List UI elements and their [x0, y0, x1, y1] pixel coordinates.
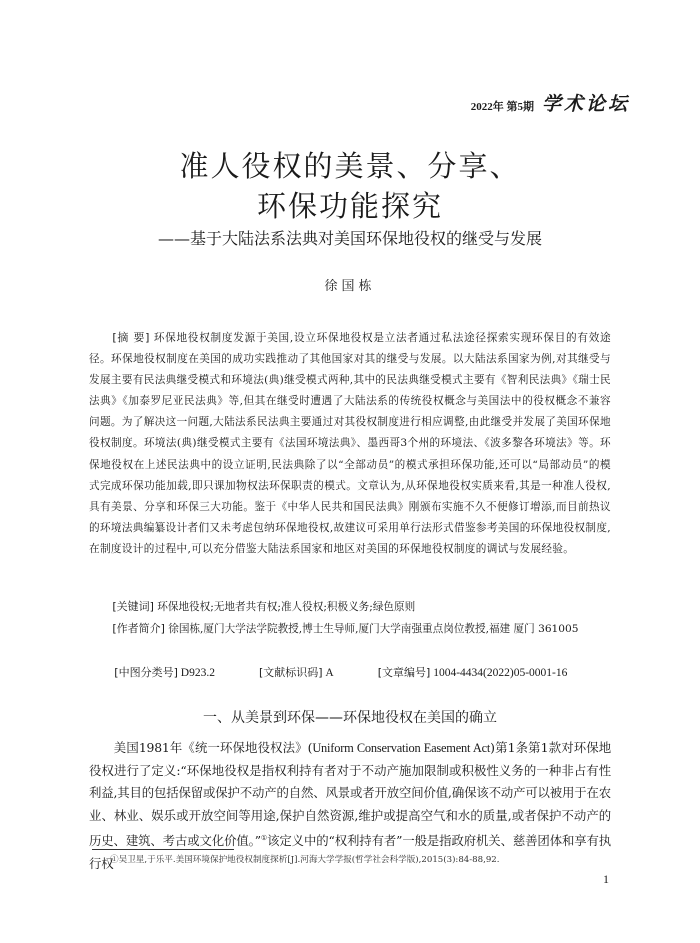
title-line-2: 环保功能探究 — [256, 189, 443, 223]
author-name: 徐国栋 — [324, 279, 376, 294]
body-text-3: 该定义中的“权利持有者”一般是指政府机关、慈善团体和享有执行权 — [89, 833, 612, 872]
classification-line — [89, 662, 636, 684]
abstract-text: 环保地役权制度发源于美国,设立环保地役权是立法者通过私法途径探索实现环保目的有效途径。环保地役权制度在美国的成功实践推动了其他国家对其的继受与发展。以大陆法系国家为例,对其继受与发展主要有民法典继受模式和环境法(典)继受模式两种,其中的民法典继受模式主要有《智利民法典》《瑞士民法典》《加泰罗尼亚民法典》等,但其在继受时遭遇了大陆法系的传统役权概念与美国法中的役权概念不兼容问题。为了解决这一问题,大陆法系民法典主要通过对其役权制度进行相应调整,由此继受并发展了美国环保地役权制度。环境法(典)继受模式主要有《法国环境法典》、墨西哥3个州的环境法、《波多黎各环境法》等。环保地役权在上述民法典中的设立证明,民法典除了以“全部动员”的模式承担环保功能,还可以“局部动员”的模式完成环保功能加载,即只课加物权法环保职责的模式。文章认为,从环保地役权实质来看,其是一种准人役权,具有美景、分享和环保三大功能。鉴于《中华人民共和国民法典》刚颁布实施不久不便修订增添,而目前热议的环境法典编纂设计者们又未考虑包纳环保地役权,故建议可采用单行法形式借鉴参考美国的环保地役权制度,在制度设计的过程中,可以充分借鉴大陆法系国家和地区对美国的环保地役权制度的调试与发展经验。 — [89, 332, 612, 555]
author-bio — [89, 618, 611, 640]
clc-label: [中图分类号] — [114, 666, 178, 679]
footnote: ①吴卫星,于乐平.美国环境保护地役权制度探析[J].河海大学学报(哲学社会科学版),2015(3):84-88,92. — [110, 855, 500, 865]
body-latin-title: Uniform Conservation Easement Act — [312, 741, 491, 755]
keywords — [89, 596, 611, 618]
abstract — [89, 327, 611, 560]
author-bio-label: [作者简介] — [112, 622, 165, 635]
document-code — [259, 662, 334, 684]
doc-code-label: [文献标识码] — [258, 666, 323, 679]
keywords-label: [关键词] — [112, 600, 154, 613]
page-number: 1 — [603, 872, 609, 886]
keywords-text: 环保地役权;无地者共有权;准人役权;积极义务;绿色原则 — [157, 601, 416, 613]
body-text-2: )第1条第1款对环保地役权进行了定义:“环保地役权是指权利持有者对于不动产施加限制或积极性义务的一种非占有性利益,其目的包括保留或保护不动产的自然、风景或者开放空间价值,确保该不动产可以被用于在农业、林业、娱乐或开放空间等用途,保护自然资源,维护或提高空气和水的质量,或者保护不动产的历史、建筑、考古或文化价值。” — [89, 740, 611, 849]
abstract-label: [摘 要] — [112, 331, 150, 344]
article-number — [378, 662, 568, 684]
subtitle: ——基于大陆法系法典对美国环保地役权的继受与发展 — [157, 229, 542, 248]
running-header — [471, 89, 630, 116]
section-heading: 一、从美景到环保——环保地役权在美国的确立 — [203, 710, 497, 726]
footnote-divider — [92, 849, 234, 850]
issue-label: 2022年 第5期 — [470, 101, 534, 113]
footnote-reference[interactable]: ① — [260, 834, 268, 843]
doc-code-value: A — [325, 667, 334, 679]
body-text-1: 美国1981年《统一环保地役权法》( — [113, 740, 313, 755]
clc-code — [114, 662, 215, 684]
article-no-value: 1004-4434(2022)05-0001-16 — [433, 667, 568, 679]
article-no-label: [文章编号] — [377, 666, 431, 679]
clc-value: D923.2 — [180, 667, 215, 679]
journal-logo: 学术论坛 — [541, 93, 630, 115]
author-bio-text: 徐国栋,厦门大学法学院教授,博士生导师,厦门大学南强重点岗位教授,福建 厦门 361005 — [168, 623, 579, 635]
title-line-1: 准人役权的美景、分享、 — [179, 149, 521, 183]
